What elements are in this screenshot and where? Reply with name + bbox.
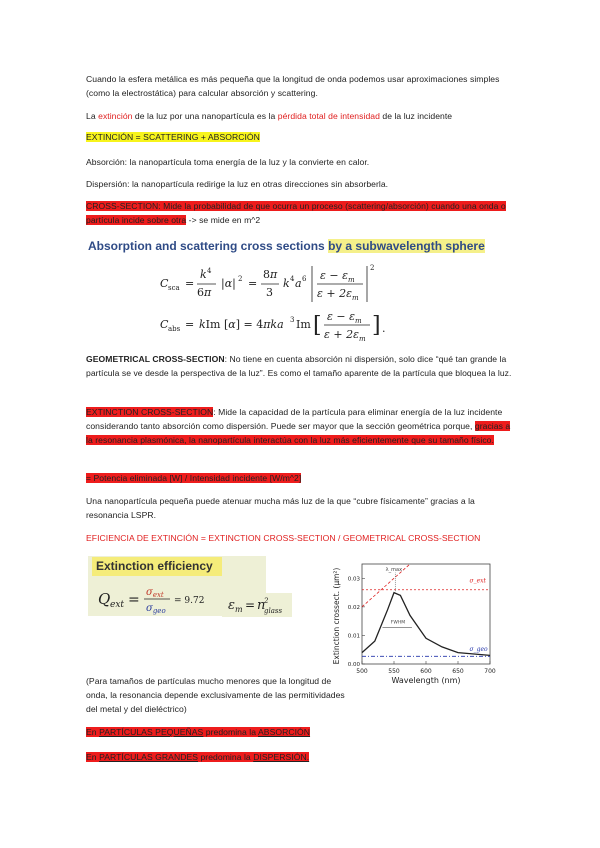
term: CROSS-SECTION xyxy=(86,201,159,211)
tick-group xyxy=(348,576,496,675)
svg-text:ε + 2εm: $\varepsilon + 2\varepsilon_m$ xyxy=(317,287,359,302)
text: de la luz por una nanopartícula es la xyxy=(132,111,278,121)
para-large-particles xyxy=(86,750,516,764)
para-extinction-equation xyxy=(86,130,516,144)
para-resonance-note: (Para tamaños de partículas mucho menores que la longitud de onda, la resonancia depende exclusivamente de las permitividades del metal y del dieléctrico) xyxy=(86,676,345,714)
absorption-term: ABSORCIÓN xyxy=(258,727,311,737)
svg-text:Q: Q xyxy=(98,590,111,608)
para-power-ratio xyxy=(86,471,516,485)
svg-text:k: k xyxy=(200,268,207,281)
svg-text:8π: 8π xyxy=(263,268,278,281)
svg-text:k: k xyxy=(283,277,290,290)
text: -> se mide en m^2 xyxy=(186,215,261,225)
efficiency-title: Extinction efficiency xyxy=(92,557,222,576)
y-tick-label: 0.03 xyxy=(347,576,360,583)
highlight-red xyxy=(86,201,506,225)
y-tick-label: 0.00 xyxy=(347,662,360,668)
para-small-particles xyxy=(86,725,516,739)
y-tick-label: 0.01 xyxy=(347,633,360,640)
svg-text:ε + 2εm: $\varepsilon + 2\varepsilon_m$ xyxy=(324,328,366,343)
svg-text:]: ] xyxy=(372,313,381,338)
dispersion-term: DISPERSIÓN. xyxy=(253,752,310,762)
svg-text:[: [ xyxy=(313,313,322,338)
para-absorption: Absorción: la nanopartícula toma energía de la luz y la convierte en calor. xyxy=(86,157,370,167)
text: : Mide la probabilidad de que ocurra un proceso (scattering/absorción) cuando una onda o partícula incide sobre otra xyxy=(86,201,506,225)
svg-text:ε: ε xyxy=(228,598,235,613)
para-geometrical xyxy=(86,352,516,380)
highlight-red: = Potencia eliminada [W] / Intensidad incidente [W/m^2] xyxy=(86,473,302,483)
svg-text:m: m xyxy=(235,605,243,614)
extinction-chart xyxy=(330,560,500,686)
svg-text:=: = xyxy=(185,277,195,290)
svg-text:=: = xyxy=(248,277,258,290)
y-tick-label: 0.02 xyxy=(347,604,360,611)
svg-text:abs: abs xyxy=(168,325,181,333)
svg-text:=: = xyxy=(245,598,256,612)
para-lspr: Una nanopartícula pequeña puede atenuar mucha más luz de la que “cubre físicamente” gracias a la resonancia LSPR. xyxy=(86,496,475,520)
highlight-red xyxy=(86,752,309,762)
svg-text:C: C xyxy=(160,318,169,331)
intensity-loss-term: pérdida total de intensidad xyxy=(277,111,380,121)
q-ext-formula xyxy=(96,582,222,616)
svg-text:=: = xyxy=(185,318,195,331)
text: En xyxy=(86,752,100,762)
para-extinction-def xyxy=(86,109,516,123)
text: : Mide la capacidad de la partícula para eliminar energía de la luz incidente considerando tanto absorción como dispersión. Puede ser mayor que la sección geométrica porque, xyxy=(86,407,503,431)
highlight-red: EXTINCTION CROSS-SECTION xyxy=(86,407,214,417)
svg-text:.: . xyxy=(382,322,386,335)
figure-title xyxy=(88,236,484,256)
svg-text:6: 6 xyxy=(302,275,307,283)
svg-text:C: C xyxy=(160,277,169,290)
large-particles-term: PARTÍCULAS GRANDES xyxy=(99,752,199,762)
sigma-geo-label: σ_geo xyxy=(469,646,488,654)
text: de la luz incidente xyxy=(379,111,453,121)
text: La xyxy=(86,111,99,121)
formula-graphic xyxy=(88,256,484,346)
y-axis-label: Extinction crossect. (μm²) xyxy=(332,567,341,665)
svg-text:3: 3 xyxy=(290,316,295,324)
svg-text:ext: ext xyxy=(110,600,125,610)
svg-text:glass: glass xyxy=(264,607,283,615)
para-dispersion: Dispersión: la nanopartícula redirige la luz en otras direcciones sin absorberla. xyxy=(86,179,389,189)
cross-section-figure xyxy=(88,236,484,346)
svg-text:a: a xyxy=(295,277,302,290)
svg-text:n: n xyxy=(257,598,266,613)
x-axis-label: Wavelength (nm) xyxy=(391,676,461,685)
sigma-ext-label: σ_ext xyxy=(469,577,486,585)
svg-text:2: 2 xyxy=(264,597,269,605)
small-particles-term: PARTÍCULAS PEQUEÑAS xyxy=(99,727,204,737)
svg-text:3: 3 xyxy=(266,286,273,299)
svg-text:Im: Im xyxy=(296,318,311,331)
svg-text:ε − εm: $\varepsilon - \varepsilon_m$ xyxy=(327,310,362,325)
title-part: Absorption and scattering cross sections xyxy=(88,239,329,253)
para-extinction-cross-section xyxy=(86,405,516,447)
svg-text:σgeo: $\sigma_{geo}$ xyxy=(146,603,166,615)
svg-text:6π: 6π xyxy=(197,286,212,299)
efficiency-formula xyxy=(96,582,222,620)
svg-text:|α|: |α| xyxy=(221,277,236,290)
svg-text:2: 2 xyxy=(370,264,375,272)
svg-text:4: 4 xyxy=(290,275,295,283)
para-efficiency-def: EFICIENCIA DE EXTINCIÓN = EXTINCTION CROSS-SECTION / GEOMETRICAL CROSS-SECTION xyxy=(86,533,481,543)
x-tick-label: 550 xyxy=(388,668,400,675)
para-intro: Cuando la esfera metálica es más pequeña que la longitud de onda podemos usar aproximaciones simples (como la electrostática) para calcular absorción y scattering. xyxy=(86,74,500,98)
x-tick-label: 500 xyxy=(356,668,368,675)
fwhm-label: FWHM xyxy=(390,620,406,626)
highlight-red xyxy=(86,727,310,737)
svg-text:sca: sca xyxy=(168,284,180,292)
highlight-yellow: EXTINCIÓN = SCATTERING + ABSORCIÓN xyxy=(86,132,260,142)
svg-text:= 9.72: = 9.72 xyxy=(174,596,205,606)
svg-text:=: = xyxy=(128,592,140,608)
svg-text:4: 4 xyxy=(207,267,212,275)
text: : No tiene en cuenta absorción ni dispersión, solo dice “qué tan grande la partícula se ve desde la perspectiva de la luz”. Es como el tamaño aparente de la partícula que bloquea la luz. xyxy=(86,354,512,378)
title-highlight: by a subwavelength sphere xyxy=(328,239,485,253)
x-tick-label: 700 xyxy=(484,668,496,675)
text: predomina la xyxy=(198,752,254,762)
x-tick-label: 650 xyxy=(452,668,464,675)
para-cross-section xyxy=(86,199,516,227)
text: En xyxy=(86,727,100,737)
term: GEOMETRICAL CROSS-SECTION xyxy=(86,354,225,364)
epsilon-formula xyxy=(222,593,292,617)
svg-text:σext: $\sigma_{ext}$ xyxy=(146,587,164,599)
epsilon-glass-formula xyxy=(222,593,292,617)
lambda-max-label: λ_max xyxy=(385,567,403,574)
svg-text:kIm [α] = 4πka: kIm [α] = 4πka xyxy=(199,318,284,331)
x-tick-label: 600 xyxy=(420,668,432,675)
text: predomina la xyxy=(203,727,259,737)
highlight-red: gracias a la resonancia plasmónica, la nanopartícula interactúa con la luz más eficientemente que su tamaño físico. xyxy=(86,421,511,445)
svg-text:ε − εm: $\varepsilon - \varepsilon_m$ xyxy=(320,269,355,284)
svg-text:2: 2 xyxy=(238,275,243,283)
extinction-term: extinción xyxy=(98,111,133,121)
